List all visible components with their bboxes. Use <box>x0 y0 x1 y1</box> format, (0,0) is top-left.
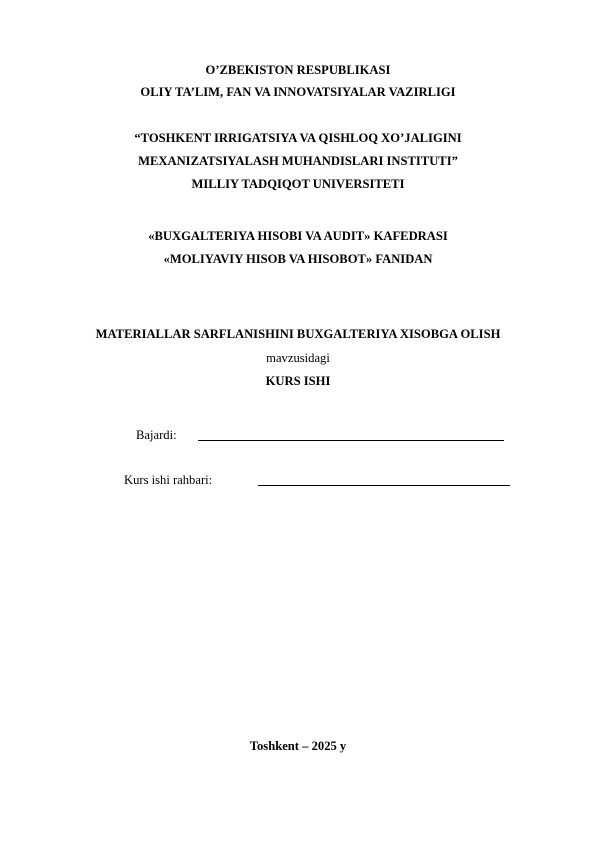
rahbar-label: Kurs ishi rahbari: <box>124 473 213 487</box>
subject-name: «MOLIYAVIY HISOB VA HISOBOT» FANIDAN <box>163 252 433 266</box>
republic-heading: O’ZBEKISTON RESPUBLIKASI <box>205 63 391 77</box>
institute-name-line-3: MILLIY TADQIQOT UNIVERSITETI <box>191 177 405 191</box>
department-name: «BUXGALTERIYA HISOBI VA AUDIT» KAFEDRASI <box>148 229 448 243</box>
topic-title: MATERIALLAR SARFLANISHINI BUXGALTERIYA XISOBGA OLISH <box>95 327 501 341</box>
institute-name-line-1: “TOSHKENT IRRIGATSIYA VA QISHLOQ XO’JALIGINI <box>134 131 462 145</box>
topic-subtitle: mavzusidagi <box>266 351 330 365</box>
institute-name-line-2: MEXANIZATSIYALASH MUHANDISLARI INSTITUTI” <box>138 154 458 168</box>
bajardi-signature-line <box>198 440 504 441</box>
work-type: KURS ISHI <box>265 374 331 388</box>
city-year: Toshkent – 2025 y <box>249 739 347 753</box>
ministry-heading: OLIY TA’LIM, FAN VA INNOVATSIYALAR VAZIRLIGI <box>140 85 456 99</box>
bajardi-label: Bajardi: <box>136 428 177 442</box>
rahbar-signature-line <box>258 485 510 486</box>
